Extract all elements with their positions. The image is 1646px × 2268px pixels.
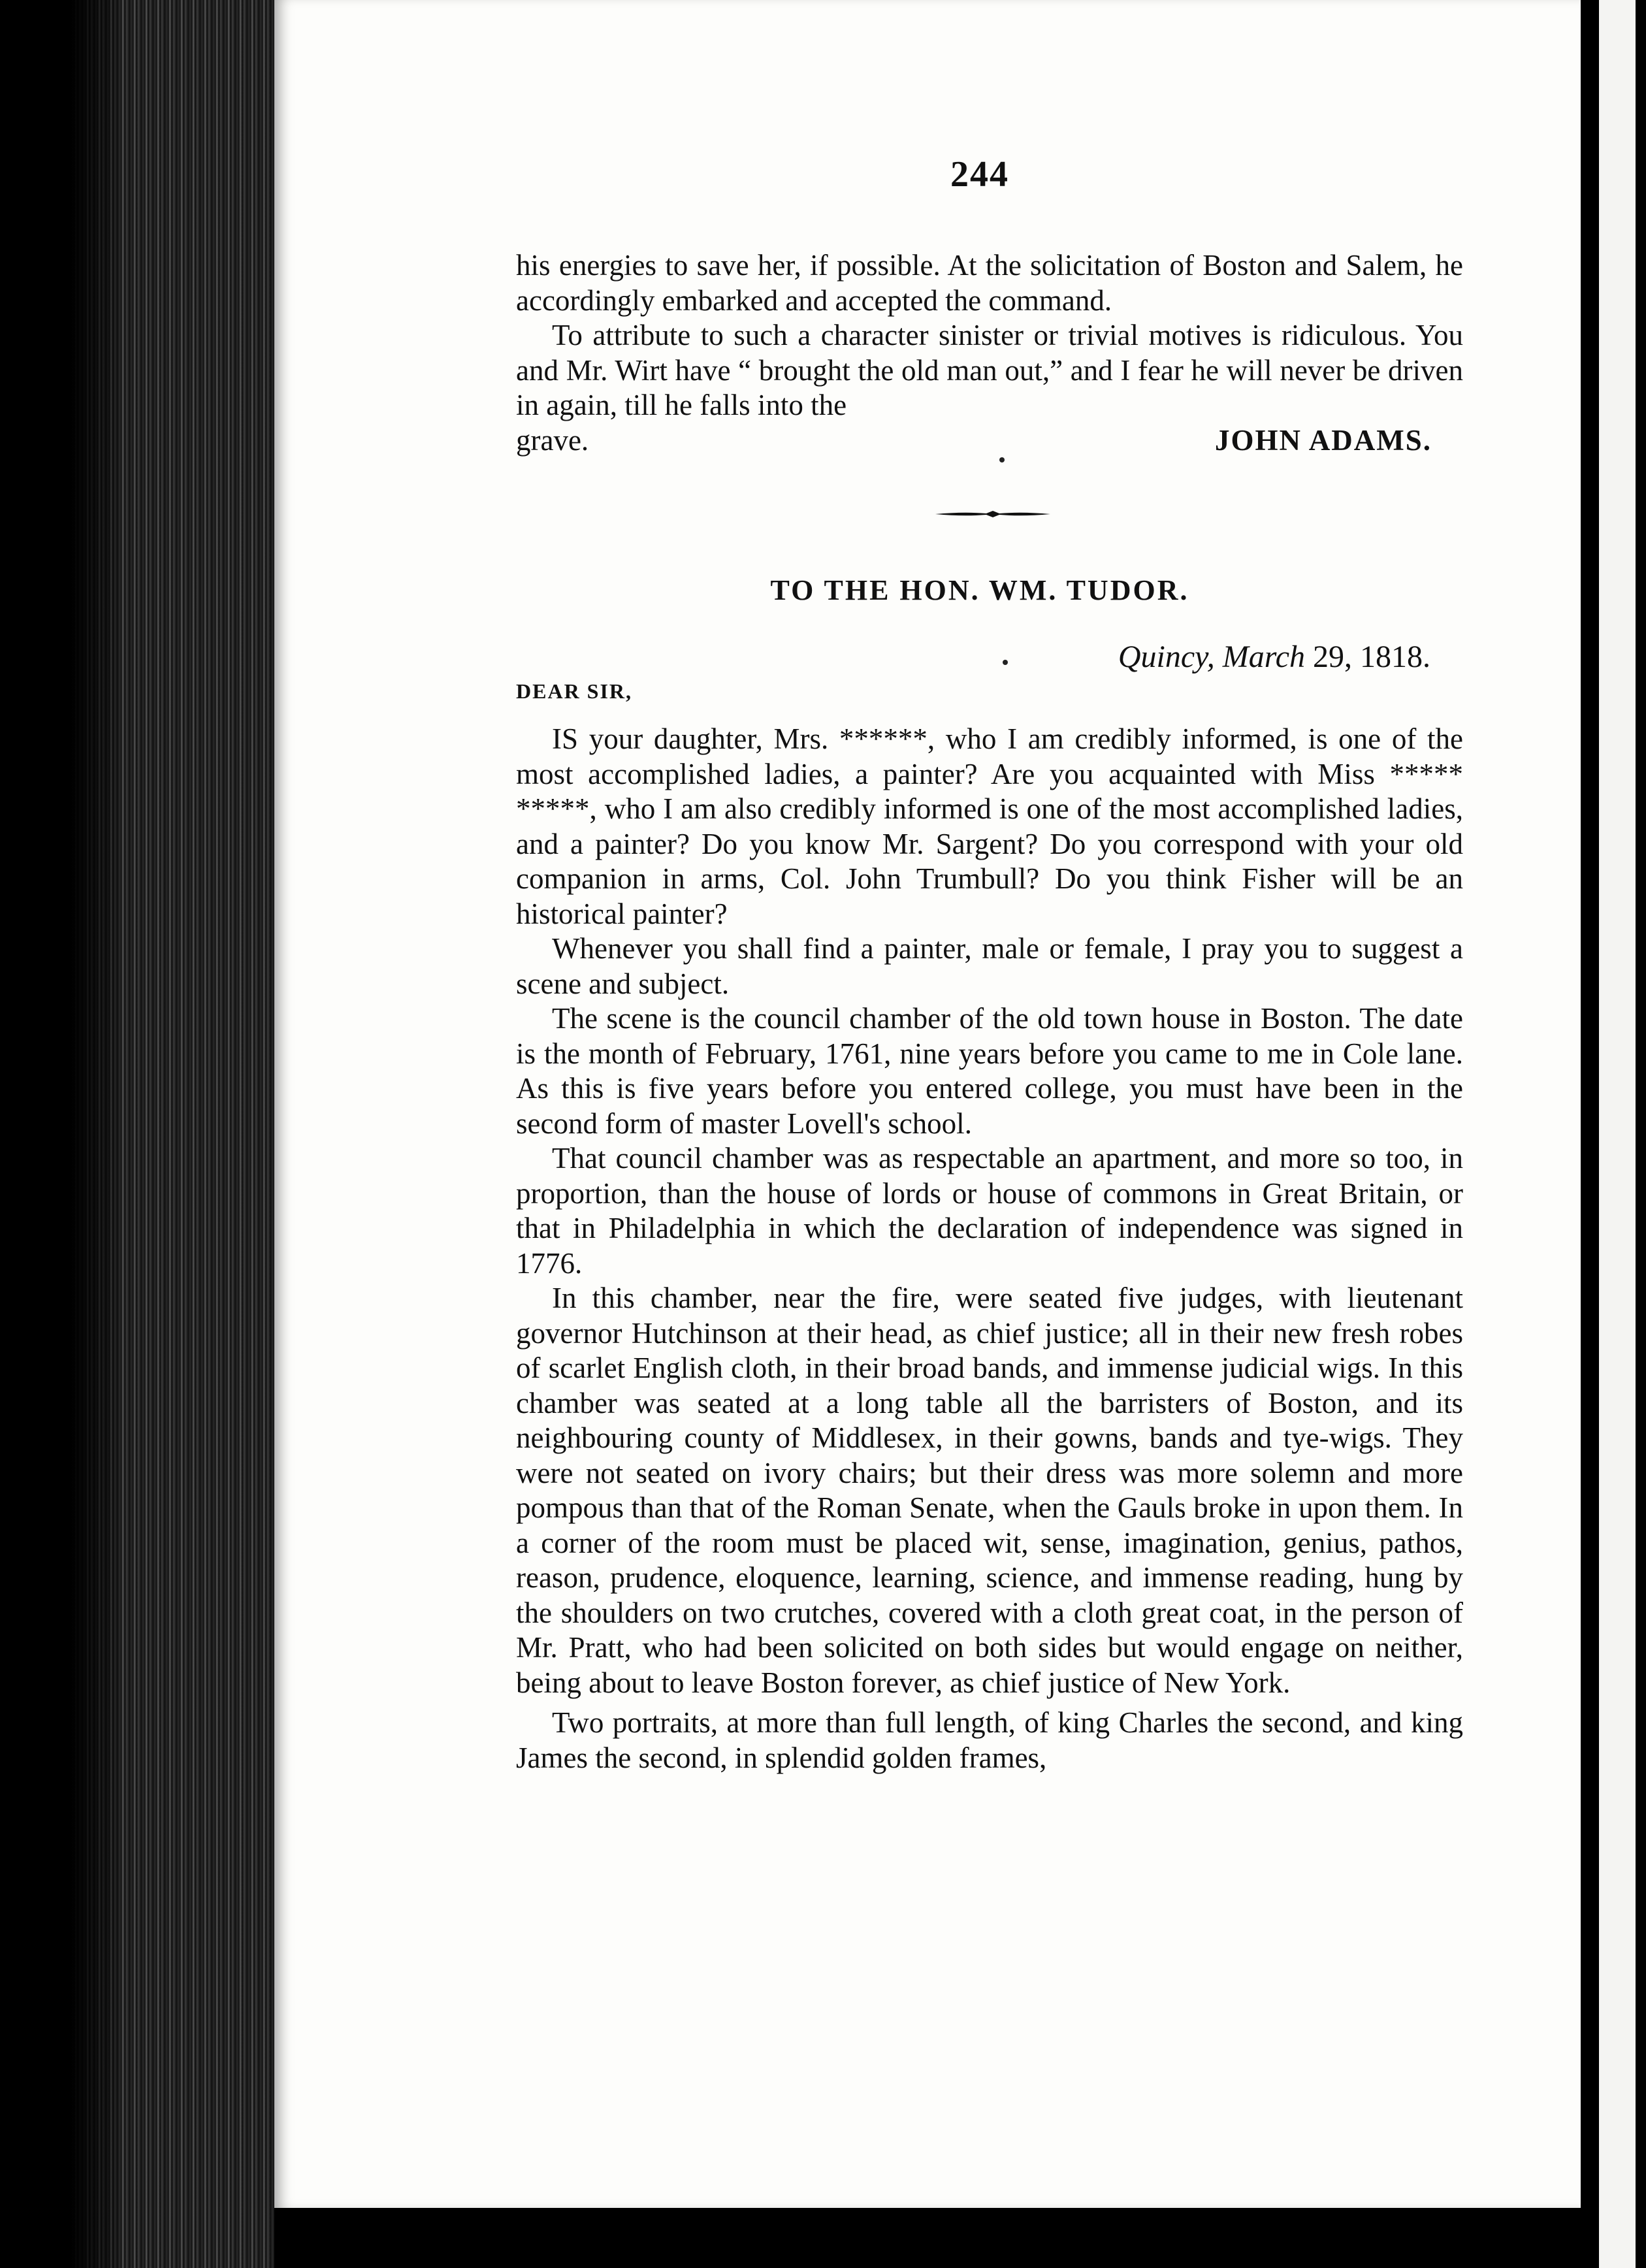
signature-row	[516, 423, 1463, 459]
letter-paragraph-6: Two portraits, at more than full length, of king Charles the second, and king James the second, in splendid golden frames,	[516, 1706, 1463, 1774]
letter-paragraph-2: Whenever you shall find a painter, male or female, I pray you to suggest a scene and subject.	[516, 932, 1463, 1000]
binding-shadow	[0, 0, 118, 2268]
letter-paragraph-4: That council chamber was as respectable an apartment, and more so too, in proportion, than the house of lords or house of commons in Great Britain, or that in Philadelphia in which the declaration of independence was signed in 1776.	[516, 1142, 1463, 1280]
dateline-place: Quincy, March	[1118, 640, 1305, 674]
letter-body	[516, 722, 1463, 1775]
continued-letter-text	[516, 248, 1463, 458]
letter-paragraph-1: IS your daughter, Mrs. ******, who I am credibly informed, is one of the most accomplished ladies, a painter? Are you acquainted with Miss ***** *****, who I am also credibly informed is one of the most accomplished ladies, and a painter? Do you know Mr. Sargent? Do you correspond with your old companion in arms, Col. John Trumbull? Do you think Fisher will be an historical painter?	[516, 722, 1463, 930]
right-page-edge	[1581, 0, 1646, 2268]
closing-word: grave.	[516, 423, 589, 457]
letter-dateline	[1118, 639, 1430, 675]
letter-paragraph-5: In this chamber, near the fire, were seated five judges, with lieutenant governor Hutchinson at their head, as chief justice; all in their new fresh robes of scarlet English cloth, in their broad bands, and immense judicial wigs. In this chamber was seated at a long table all the barristers of Boston, and its neighbouring county of Middlesex, in their gowns, bands and tye-wigs. They were not seated on ivory chairs; but their dress was more solemn and more pompous than that of the Roman Senate, when the Gauls broke in upon them. In a corner of the room must be placed wit, sense, imagination, genius, pathos, reason, prudence, eloquence, learning, science, and immense reading, hung by the shoulders on two crutches, covered with a cloth great coat, in the person of Mr. Pratt, who had been solicited on both sides but would engage on neither, being about to leave Boston forever, as chief justice of New York.	[516, 1282, 1463, 1699]
continuation-paragraph-1: his energies to save her, if possible. At the solicitation of Boston and Salem, he accordingly embarked and accepted the command.	[516, 249, 1463, 317]
print-speck	[1003, 660, 1008, 665]
print-speck	[999, 457, 1005, 462]
letter-heading: TO THE HON. WM. TUDOR.	[770, 574, 1189, 606]
continuation-paragraph-2: To attribute to such a character sinister or trivial motives is ridiculous. You and Mr. Wirt have “ brought the old man out,” and I fear he will never be driven in again, till he falls into the	[516, 319, 1463, 421]
dateline-date: 29, 1818.	[1313, 640, 1430, 674]
page-number: 244	[950, 154, 1009, 195]
section-divider-ornament	[934, 510, 1052, 519]
letter-paragraph-3: The scene is the council chamber of the old town house in Boston. The date is the month of February, 1761, nine years before you came to me in Cole lane. As this is five years before you entered college, you must have been in the second form of master Lovell's school.	[516, 1002, 1463, 1140]
signature: JOHN ADAMS.	[1214, 423, 1432, 457]
next-page-strip	[1599, 0, 1636, 2268]
letter-salutation: DEAR SIR,	[516, 679, 633, 703]
